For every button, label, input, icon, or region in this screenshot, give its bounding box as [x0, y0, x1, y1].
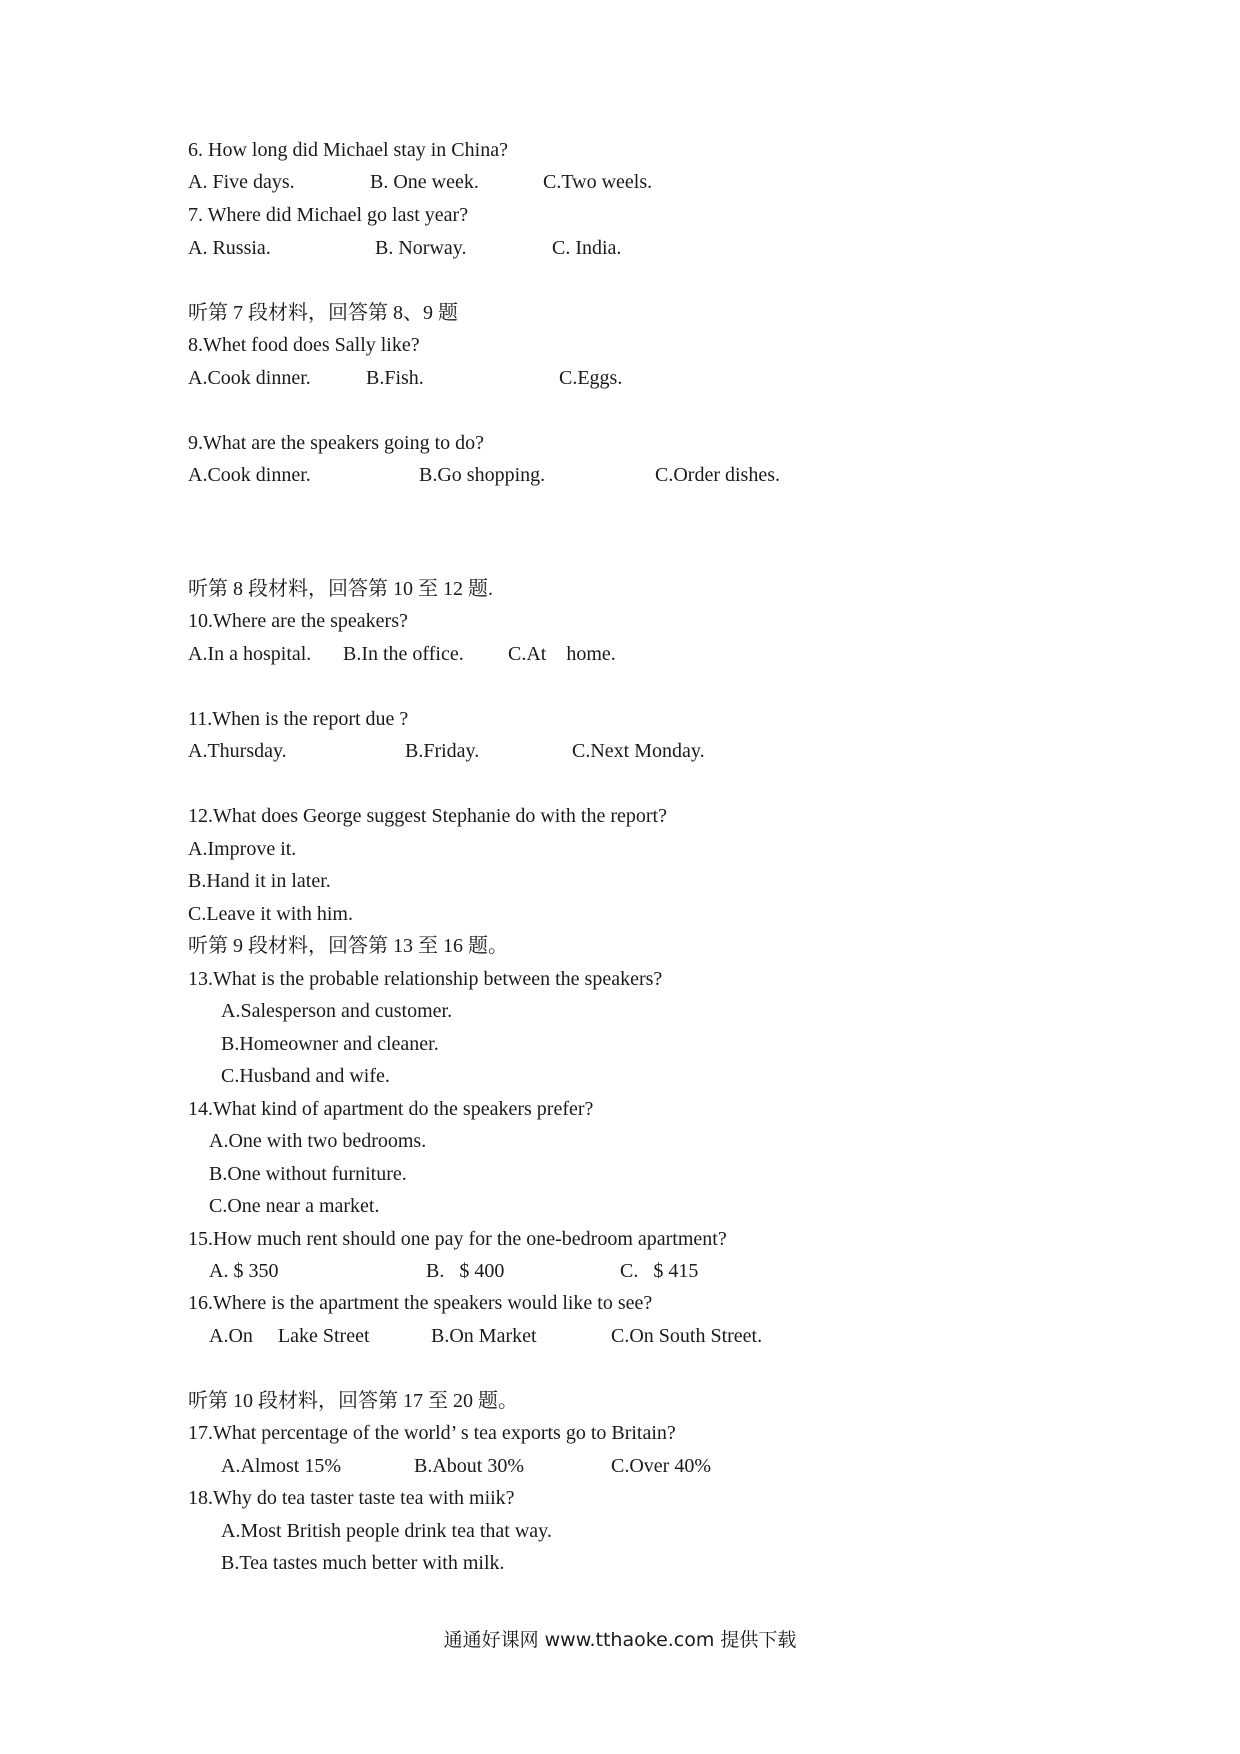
- question-18-option-a: A.Most British people drink tea that way.: [221, 1520, 552, 1542]
- question-8-option-a: A.Cook dinner.: [188, 367, 311, 389]
- question-9-option-b: B.Go shopping.: [419, 464, 546, 486]
- question-15-option-c: C. $ 415: [620, 1260, 699, 1282]
- question-10-stem: 10.Where are the speakers?: [188, 610, 408, 632]
- question-13-stem: 13.What is the probable relationship between the speakers?: [188, 968, 663, 990]
- question-11-option-b: B.Friday.: [405, 740, 480, 762]
- question-15-stem: 15.How much rent should one pay for the one-bedroom apartment?: [188, 1228, 727, 1250]
- question-7-option-a: A. Russia.: [188, 237, 271, 259]
- question-17-option-a: A.Almost 15%: [221, 1455, 341, 1477]
- question-16-option-b: B.On Market: [431, 1325, 537, 1347]
- question-16-stem: 16.Where is the apartment the speakers would like to see?: [188, 1292, 653, 1314]
- question-17-stem: 17.What percentage of the world’ s tea exports go to Britain?: [188, 1422, 676, 1444]
- question-6-stem: 6. How long did Michael stay in China?: [188, 139, 508, 161]
- question-6-option-b: B. One week.: [370, 171, 479, 193]
- question-14-option-c: C.One near a market.: [209, 1195, 380, 1217]
- question-6-option-a: A. Five days.: [188, 171, 295, 193]
- question-12-option-a: A.Improve it.: [188, 838, 297, 860]
- question-8-option-c: C.Eggs.: [559, 367, 623, 389]
- question-14-stem: 14.What kind of apartment do the speakers prefer?: [188, 1098, 594, 1120]
- question-8-option-b: B.Fish.: [366, 367, 424, 389]
- question-11-stem: 11.When is the report due ?: [188, 708, 409, 730]
- question-13-option-c: C.Husband and wife.: [221, 1065, 390, 1087]
- question-7-option-c: C. India.: [552, 237, 622, 259]
- section-7-heading: 听第 7 段材料，回答第 8、9 题: [188, 302, 458, 324]
- question-12-stem: 12.What does George suggest Stephanie do with the report?: [188, 805, 667, 827]
- question-11-option-c: C.Next Monday.: [572, 740, 705, 762]
- question-13-option-a: A.Salesperson and customer.: [221, 1000, 453, 1022]
- question-11-option-a: A.Thursday.: [188, 740, 287, 762]
- footer-watermark: 通通好课网 www.tthaoke.com 提供下载: [443, 1629, 797, 1651]
- question-9-stem: 9.What are the speakers going to do?: [188, 432, 485, 454]
- question-14-option-b: B.One without furniture.: [209, 1163, 407, 1185]
- question-17-option-c: C.Over 40%: [611, 1455, 711, 1477]
- section-10-heading: 听第 10 段材料，回答第 17 至 20 题。: [188, 1390, 518, 1412]
- question-10-option-a: A.In a hospital.: [188, 643, 312, 665]
- question-6-option-c: C.Two weels.: [543, 171, 653, 193]
- question-12-option-b: B.Hand it in later.: [188, 870, 331, 892]
- question-10-option-c: C.At home.: [508, 643, 616, 665]
- question-9-option-a: A.Cook dinner.: [188, 464, 311, 486]
- question-15-option-b: B. $ 400: [426, 1260, 505, 1282]
- question-10-option-b: B.In the office.: [343, 643, 464, 665]
- question-12-option-c: C.Leave it with him.: [188, 903, 353, 925]
- question-16-option-c: C.On South Street.: [611, 1325, 763, 1347]
- question-16-option-a: A.On Lake Street: [209, 1325, 370, 1347]
- question-17-option-b: B.About 30%: [414, 1455, 524, 1477]
- section-8-heading: 听第 8 段材料，回答第 10 至 12 题.: [188, 578, 493, 600]
- section-9-heading: 听第 9 段材料，回答第 13 至 16 题。: [188, 935, 508, 957]
- question-9-option-c: C.Order dishes.: [655, 464, 780, 486]
- question-7-stem: 7. Where did Michael go last year?: [188, 204, 469, 226]
- question-13-option-b: B.Homeowner and cleaner.: [221, 1033, 439, 1055]
- question-18-option-b: B.Tea tastes much better with milk.: [221, 1552, 505, 1574]
- question-18-stem: 18.Why do tea taster taste tea with miik?: [188, 1487, 515, 1509]
- question-15-option-a: A. $ 350: [209, 1260, 279, 1282]
- question-14-option-a: A.One with two bedrooms.: [209, 1130, 427, 1152]
- question-7-option-b: B. Norway.: [375, 237, 467, 259]
- question-8-stem: 8.Whet food does Sally like?: [188, 334, 420, 356]
